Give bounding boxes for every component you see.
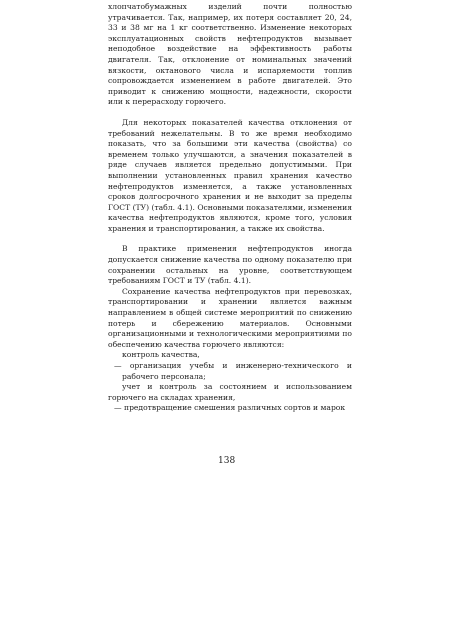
paragraph-5: контроль качества, — [122, 350, 200, 360]
body-text — [108, 2, 352, 414]
page-number: 138 — [218, 456, 236, 466]
list-item: — предотвращение смешения различных сортов и марок — [114, 403, 346, 413]
paragraph-1: хлопчатобумажных изделий почти полностью утрачивается. Так, например, их потеря составляет 20, 24, 33 и 38 мг на 1 кг соответственно. Изменение некоторых эксплуатационных свойств нефтепродуктов вызывает неподобное воздействие на эффективность работы двигателя. Так, отклонение от номинальных значений вязкости, октанового числа и испаряемости топлив сопровождается изменением в работе двигателей. Это приводит к снижению мощности, надежности, скорости или к перерасходу горючего. — [108, 2, 352, 107]
list-item: — организация учебы и инженерно-технического и рабочего персонала; — [114, 361, 352, 381]
paragraph-4: Сохранение качества нефтепродуктов при перевозках, транспортировании и хранении является важным направлением в общей системе мероприятий по снижению потерь и сбережению материалов. Основными организационными и технологическими мероприятиями по обеспечению качества горючего являются: — [108, 286, 352, 349]
paragraph-gap — [108, 108, 352, 118]
paragraph-6: учет и контроль за состоянием и использованием горючего на складах хранения, — [108, 382, 352, 402]
paragraph-gap — [108, 234, 352, 244]
paragraph-3: В практике применения нефтепродуктов иногда допускается снижение качества по одному показателю при сохранении остальных на уровне, соответствующем требованиям ГОСТ и ТУ (табл. 4.1). — [108, 244, 352, 286]
paragraph-2: Для некоторых показателей качества отклонения от требований нежелательны. В то же время необходимо показать, что за большими эти качества (свойства) со временем только улучшаются, а значения показателей в ряде случаев является предельно допустимыми. При выполнении установленных правил хранения качество нефтепродуктов изменяется, а также установленных сроков долгосрочного хранения и не выходит за пределы ГОСТ (ТУ) (табл. 4.1). Основными показателями, изменения качества нефтепродуктов являются, кроме того, условия хранения и транспортирования, а также их свойства. — [108, 117, 352, 233]
